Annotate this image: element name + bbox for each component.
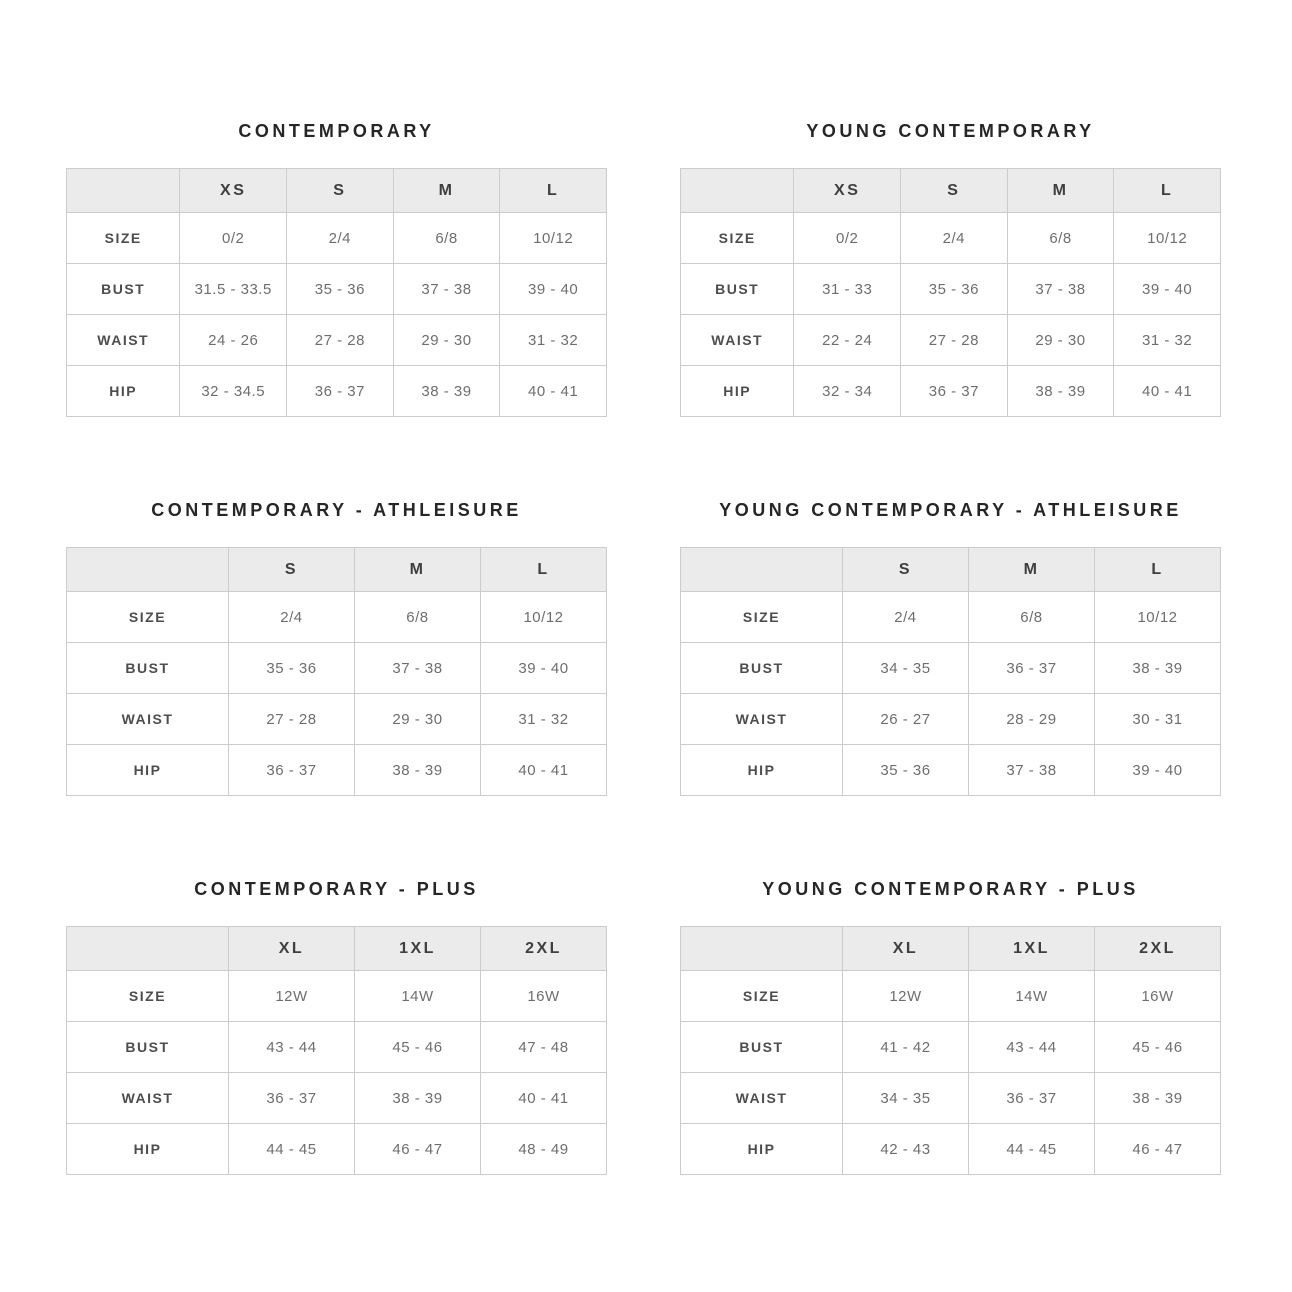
table-row	[681, 971, 1221, 1022]
value-cell: 38 - 39	[354, 745, 480, 796]
size-chart-title: YOUNG CONTEMPORARY - PLUS	[762, 879, 1139, 899]
value-cell: 10/12	[1114, 213, 1221, 264]
column-header-cell: XL	[842, 927, 968, 971]
value-cell: 43 - 44	[228, 1022, 354, 1073]
size-chart-title: CONTEMPORARY - ATHLEISURE	[151, 500, 522, 520]
row-label-cell: BUST	[681, 1022, 843, 1073]
row-label-cell: HIP	[67, 745, 229, 796]
column-header-cell: L	[500, 169, 607, 213]
value-cell: 48 - 49	[480, 1124, 606, 1175]
value-cell: 6/8	[354, 592, 480, 643]
column-header-cell: M	[393, 169, 500, 213]
value-cell: 14W	[354, 971, 480, 1022]
row-label-cell: HIP	[67, 366, 180, 417]
value-cell: 31 - 32	[500, 315, 607, 366]
value-cell: 10/12	[500, 213, 607, 264]
table-row	[681, 366, 1221, 417]
table-row	[681, 1073, 1221, 1124]
size-chart-title: CONTEMPORARY - PLUS	[194, 879, 479, 899]
table-row	[67, 1073, 607, 1124]
value-cell: 26 - 27	[842, 694, 968, 745]
table-row	[681, 694, 1221, 745]
table-row	[67, 1022, 607, 1073]
value-cell: 32 - 34	[794, 366, 901, 417]
value-cell: 39 - 40	[1114, 264, 1221, 315]
value-cell: 43 - 44	[968, 1022, 1094, 1073]
column-header-row	[681, 927, 1221, 971]
value-cell: 40 - 41	[1114, 366, 1221, 417]
value-cell: 44 - 45	[228, 1124, 354, 1175]
column-header-row	[67, 927, 607, 971]
value-cell: 16W	[1094, 971, 1220, 1022]
value-cell: 45 - 46	[354, 1022, 480, 1073]
corner-cell	[681, 169, 794, 213]
size-chart-table	[66, 547, 607, 796]
value-cell: 42 - 43	[842, 1124, 968, 1175]
row-label-cell: BUST	[67, 1022, 229, 1073]
value-cell: 22 - 24	[794, 315, 901, 366]
corner-cell	[67, 169, 180, 213]
row-label-cell: WAIST	[67, 315, 180, 366]
value-cell: 0/2	[180, 213, 287, 264]
value-cell: 35 - 36	[287, 264, 394, 315]
size-chart-title: CONTEMPORARY	[238, 121, 435, 141]
value-cell: 38 - 39	[393, 366, 500, 417]
value-cell: 6/8	[393, 213, 500, 264]
table-row	[67, 592, 607, 643]
value-cell: 39 - 40	[1094, 745, 1220, 796]
column-header-row	[67, 169, 607, 213]
column-header-cell: 2XL	[1094, 927, 1220, 971]
column-header-cell: L	[1094, 548, 1220, 592]
value-cell: 27 - 28	[228, 694, 354, 745]
row-label-cell: BUST	[67, 643, 229, 694]
value-cell: 36 - 37	[287, 366, 394, 417]
size-chart-section	[680, 878, 1221, 1175]
value-cell: 38 - 39	[354, 1073, 480, 1124]
corner-cell	[681, 548, 843, 592]
value-cell: 14W	[968, 971, 1094, 1022]
column-header-cell: XL	[228, 927, 354, 971]
value-cell: 2/4	[287, 213, 394, 264]
table-row	[681, 745, 1221, 796]
size-chart-table	[66, 926, 607, 1175]
row-label-cell: WAIST	[681, 315, 794, 366]
size-charts-grid	[66, 120, 1226, 1175]
column-header-cell: S	[287, 169, 394, 213]
size-chart-section	[66, 120, 607, 417]
table-row	[681, 264, 1221, 315]
size-chart-section	[66, 499, 607, 796]
value-cell: 45 - 46	[1094, 1022, 1220, 1073]
value-cell: 39 - 40	[500, 264, 607, 315]
size-chart-title: YOUNG CONTEMPORARY	[806, 121, 1095, 141]
row-label-cell: SIZE	[67, 592, 229, 643]
table-row	[67, 366, 607, 417]
value-cell: 30 - 31	[1094, 694, 1220, 745]
table-row	[681, 1124, 1221, 1175]
column-header-row	[67, 548, 607, 592]
table-row	[681, 213, 1221, 264]
size-chart-table	[66, 168, 607, 417]
size-chart-title: YOUNG CONTEMPORARY - ATHLEISURE	[719, 500, 1182, 520]
value-cell: 38 - 39	[1007, 366, 1114, 417]
column-header-cell: 1XL	[354, 927, 480, 971]
column-header-cell: S	[842, 548, 968, 592]
value-cell: 37 - 38	[354, 643, 480, 694]
value-cell: 31 - 32	[1114, 315, 1221, 366]
value-cell: 36 - 37	[968, 1073, 1094, 1124]
value-cell: 31.5 - 33.5	[180, 264, 287, 315]
value-cell: 6/8	[968, 592, 1094, 643]
column-header-cell: XS	[180, 169, 287, 213]
column-header-cell: XS	[794, 169, 901, 213]
value-cell: 38 - 39	[1094, 643, 1220, 694]
column-header-cell: 2XL	[480, 927, 606, 971]
row-label-cell: SIZE	[681, 971, 843, 1022]
value-cell: 44 - 45	[968, 1124, 1094, 1175]
value-cell: 40 - 41	[500, 366, 607, 417]
column-header-cell: S	[228, 548, 354, 592]
value-cell: 29 - 30	[393, 315, 500, 366]
table-row	[681, 1022, 1221, 1073]
column-header-cell: M	[968, 548, 1094, 592]
value-cell: 35 - 36	[228, 643, 354, 694]
row-label-cell: SIZE	[67, 971, 229, 1022]
value-cell: 16W	[480, 971, 606, 1022]
corner-cell	[681, 927, 843, 971]
row-label-cell: HIP	[681, 366, 794, 417]
column-header-cell: M	[1007, 169, 1114, 213]
value-cell: 0/2	[794, 213, 901, 264]
value-cell: 36 - 37	[901, 366, 1008, 417]
row-label-cell: SIZE	[67, 213, 180, 264]
table-row	[67, 213, 607, 264]
table-row	[681, 592, 1221, 643]
value-cell: 37 - 38	[1007, 264, 1114, 315]
value-cell: 10/12	[1094, 592, 1220, 643]
table-row	[67, 315, 607, 366]
value-cell: 35 - 36	[901, 264, 1008, 315]
row-label-cell: WAIST	[67, 694, 229, 745]
value-cell: 32 - 34.5	[180, 366, 287, 417]
column-header-cell: 1XL	[968, 927, 1094, 971]
value-cell: 46 - 47	[1094, 1124, 1220, 1175]
row-label-cell: WAIST	[67, 1073, 229, 1124]
value-cell: 41 - 42	[842, 1022, 968, 1073]
table-row	[67, 745, 607, 796]
table-row	[67, 1124, 607, 1175]
table-row	[681, 315, 1221, 366]
size-chart-section	[680, 120, 1221, 417]
table-row	[681, 643, 1221, 694]
column-header-cell: S	[901, 169, 1008, 213]
value-cell: 47 - 48	[480, 1022, 606, 1073]
row-label-cell: BUST	[681, 643, 843, 694]
value-cell: 28 - 29	[968, 694, 1094, 745]
corner-cell	[67, 548, 229, 592]
value-cell: 36 - 37	[228, 1073, 354, 1124]
column-header-cell: L	[1114, 169, 1221, 213]
value-cell: 2/4	[842, 592, 968, 643]
value-cell: 2/4	[228, 592, 354, 643]
size-chart-section	[66, 878, 607, 1175]
size-chart-table	[680, 926, 1221, 1175]
value-cell: 29 - 30	[1007, 315, 1114, 366]
value-cell: 40 - 41	[480, 1073, 606, 1124]
row-label-cell: HIP	[67, 1124, 229, 1175]
value-cell: 12W	[842, 971, 968, 1022]
column-header-row	[681, 548, 1221, 592]
value-cell: 29 - 30	[354, 694, 480, 745]
value-cell: 40 - 41	[480, 745, 606, 796]
table-row	[67, 694, 607, 745]
value-cell: 10/12	[480, 592, 606, 643]
row-label-cell: WAIST	[681, 694, 843, 745]
row-label-cell: BUST	[681, 264, 794, 315]
value-cell: 35 - 36	[842, 745, 968, 796]
value-cell: 2/4	[901, 213, 1008, 264]
value-cell: 46 - 47	[354, 1124, 480, 1175]
table-row	[67, 264, 607, 315]
row-label-cell: BUST	[67, 264, 180, 315]
value-cell: 27 - 28	[901, 315, 1008, 366]
size-chart-table	[680, 547, 1221, 796]
row-label-cell: HIP	[681, 745, 843, 796]
value-cell: 38 - 39	[1094, 1073, 1220, 1124]
corner-cell	[67, 927, 229, 971]
value-cell: 37 - 38	[968, 745, 1094, 796]
value-cell: 39 - 40	[480, 643, 606, 694]
column-header-cell: L	[480, 548, 606, 592]
value-cell: 36 - 37	[228, 745, 354, 796]
value-cell: 34 - 35	[842, 643, 968, 694]
column-header-cell: M	[354, 548, 480, 592]
value-cell: 31 - 32	[480, 694, 606, 745]
row-label-cell: SIZE	[681, 213, 794, 264]
value-cell: 34 - 35	[842, 1073, 968, 1124]
value-cell: 36 - 37	[968, 643, 1094, 694]
table-row	[67, 971, 607, 1022]
value-cell: 37 - 38	[393, 264, 500, 315]
row-label-cell: WAIST	[681, 1073, 843, 1124]
value-cell: 24 - 26	[180, 315, 287, 366]
value-cell: 6/8	[1007, 213, 1114, 264]
value-cell: 12W	[228, 971, 354, 1022]
row-label-cell: HIP	[681, 1124, 843, 1175]
table-row	[67, 643, 607, 694]
column-header-row	[681, 169, 1221, 213]
value-cell: 31 - 33	[794, 264, 901, 315]
size-chart-table	[680, 168, 1221, 417]
value-cell: 27 - 28	[287, 315, 394, 366]
row-label-cell: SIZE	[681, 592, 843, 643]
size-chart-section	[680, 499, 1221, 796]
